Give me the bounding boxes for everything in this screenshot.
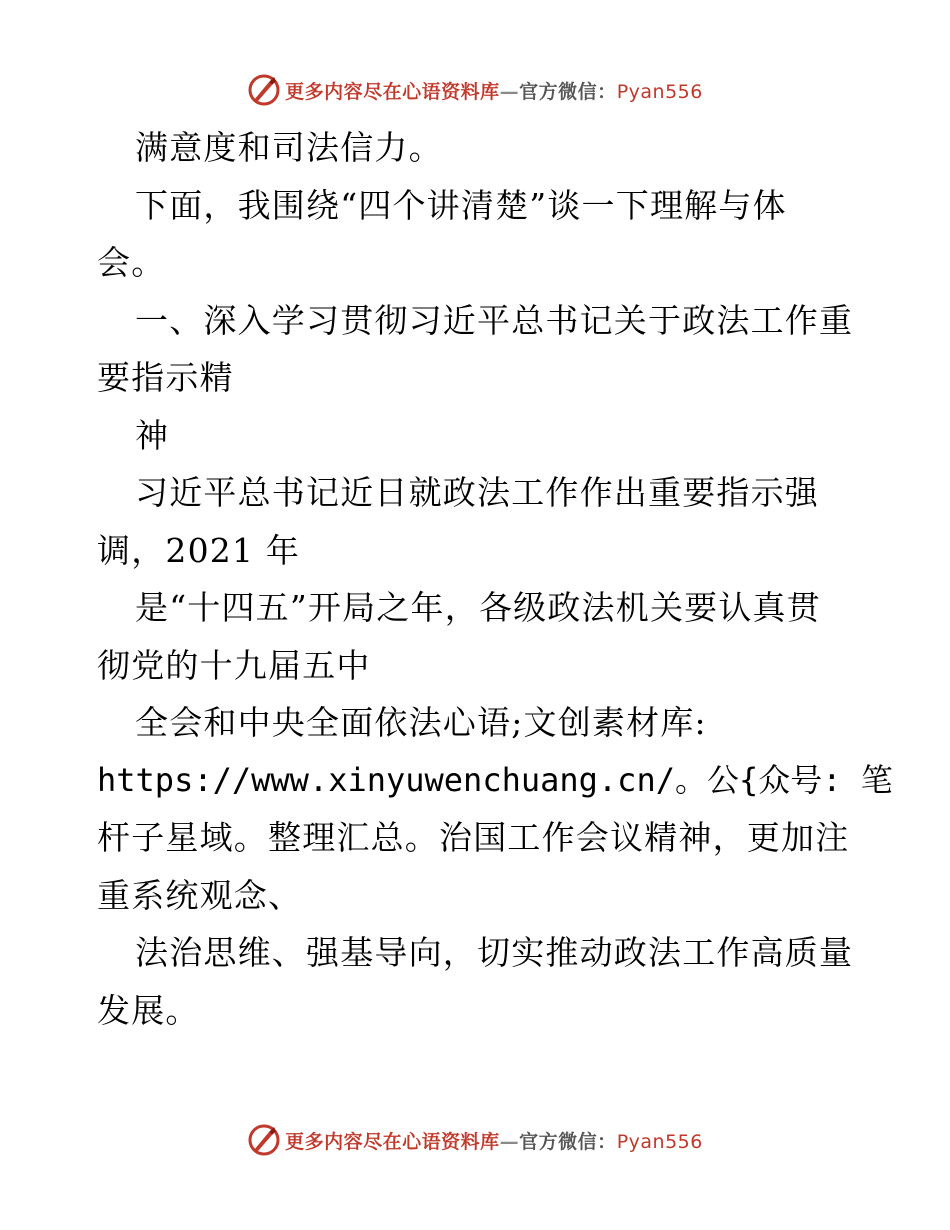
banner-text: [285, 77, 703, 104]
quill-logo-icon: [247, 1123, 281, 1157]
banner-wechat-label: 官方微信：: [519, 80, 617, 103]
body-line: 杆子星域。整理汇总。治国工作会议精神，更加注: [97, 818, 850, 857]
body-line: 会。: [97, 243, 166, 282]
body-line: 调，2021 年: [97, 530, 301, 570]
banner-text: [285, 1127, 703, 1154]
body-line: 神: [135, 415, 170, 455]
banner-wechat-id: Pyan556: [616, 1130, 703, 1153]
banner-slogan: 更多内容尽在心语资料库: [285, 1130, 500, 1153]
banner-dash: —: [499, 1130, 520, 1153]
body-line: 法治思维、强基导向，切实推动政法工作高质量: [135, 933, 854, 972]
body-line: 发展。: [97, 990, 200, 1030]
banner-dash: —: [499, 80, 520, 103]
quill-logo-icon: [247, 73, 281, 107]
body-line: 要指示精: [97, 358, 234, 397]
header-banner: [0, 70, 950, 110]
document-body: [97, 119, 893, 1039]
body-line: 习近平总书记近日就政法工作作出重要指示强: [135, 473, 819, 512]
body-line: 下面，我围绕“四个讲清楚”谈一下理解与体: [135, 185, 787, 225]
body-line: 全会和中央全面依法心语;文创素材库:: [135, 703, 707, 742]
body-line: 重系统观念、: [97, 875, 303, 915]
body-line-url: https://www.xinyuwenchuang.cn/。公{众号: 笔: [97, 760, 893, 799]
body-line: 彻党的十九届五中: [97, 645, 371, 685]
body-line: 一、深入学习贯彻习近平总书记关于政法工作重: [135, 300, 854, 340]
footer-banner: [0, 1120, 950, 1160]
banner-slogan: 更多内容尽在心语资料库: [285, 80, 500, 103]
banner-wechat-id: Pyan556: [616, 80, 703, 103]
body-line: 是“十四五”开局之年，各级政法机关要认真贯: [135, 588, 821, 627]
banner-wechat-label: 官方微信：: [519, 1130, 617, 1153]
body-line: 满意度和司法信力。: [135, 128, 443, 167]
